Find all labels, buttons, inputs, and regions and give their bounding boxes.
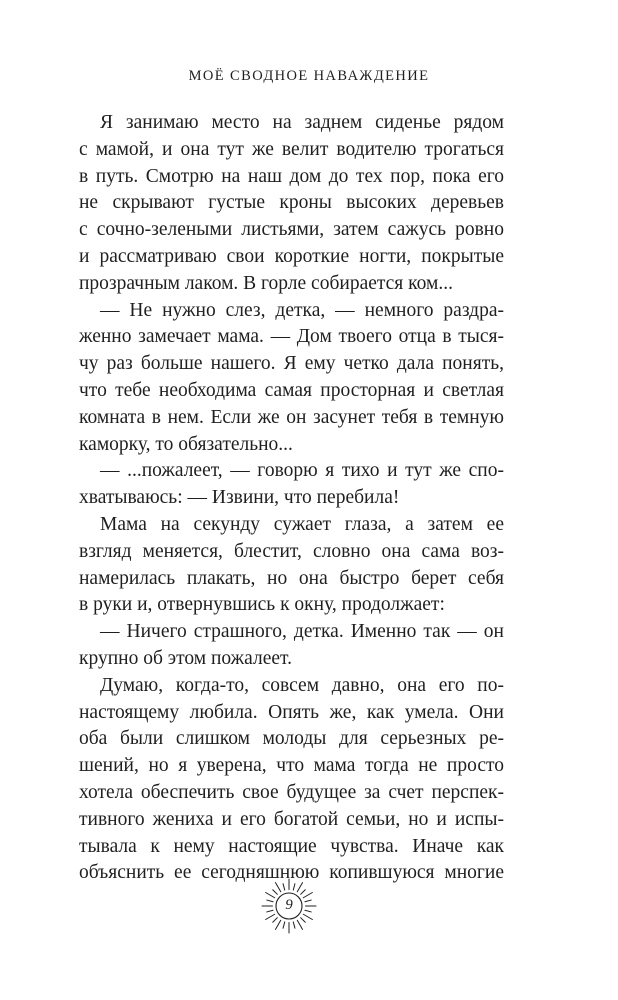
- text-line: оба были слишком молоды для серьезных ре-: [79, 728, 504, 750]
- running-head: МОЁ СВОДНОЕ НАВАЖДЕНИЕ: [188, 68, 430, 84]
- page-folio: [259, 876, 319, 936]
- text-line: в путь. Смотрю на наш дом до тех пор, пока его: [79, 165, 504, 187]
- sun-ray: [293, 922, 295, 928]
- text-line: тивного жениха и его богатой семьи, но и испы-: [79, 808, 504, 830]
- page-number: 9: [285, 897, 293, 913]
- text-line: и рассматриваю свои короткие ногти, покрытые: [79, 245, 504, 267]
- sun-ray: [297, 883, 302, 892]
- text-line: намерилась плакать, но она быстро берет себя: [79, 567, 504, 589]
- text-line: — Ничего страшного, детка. Именно так — он: [100, 621, 504, 643]
- sun-ray: [276, 920, 281, 929]
- sun-ray: [266, 914, 275, 919]
- text-line: чу раз больше нашего. Я ему четко дала понять,: [79, 353, 504, 375]
- text-line: взгляд меняется, блестит, словно она сама воз-: [79, 540, 504, 562]
- sun-ray: [301, 890, 306, 895]
- text-line: с сочно-зелеными листьями, затем сажусь ровно: [79, 219, 504, 241]
- text-line: настоящему любила. Опять же, как умела. Они: [79, 701, 504, 723]
- text-line: каморку, то обязательно...: [79, 433, 293, 455]
- sun-ray: [276, 883, 281, 892]
- sun-ray: [283, 922, 285, 928]
- text-line: — ...пожалеет, — говорю я тихо и тут же спо-: [100, 460, 504, 482]
- text-line: с мамой, и она тут же велит водителю трогаться: [79, 138, 504, 160]
- body-text: [79, 110, 504, 887]
- sun-ray: [283, 884, 285, 890]
- text-line: Мама на секунду сужает глаза, а затем ее: [100, 513, 504, 535]
- text-line: в руки и, отвернувшись к окну, продолжает:: [79, 594, 445, 616]
- text-line: Я занимаю место на заднем сиденье рядом: [100, 112, 504, 133]
- text-line: шений, но я уверена, что мама тогда не просто: [79, 755, 504, 777]
- text-line: тывала к нему настоящие чувства. Иначе как: [79, 835, 504, 857]
- text-line: Думаю, когда-то, совсем давно, она его по-: [100, 674, 504, 696]
- text-line: хватываюсь: — Извини, что перебила!: [79, 487, 400, 509]
- sun-ray: [303, 914, 312, 919]
- sun-ray: [293, 884, 295, 890]
- text-line: прозрачным лаком. В горле собирается ком...: [79, 272, 453, 294]
- sun-ray: [301, 918, 306, 923]
- sun-ray: [273, 890, 278, 895]
- sun-ray: [297, 920, 302, 929]
- text-line: — Не нужно слез, детка, — немного раздра-: [100, 299, 504, 321]
- sun-ray: [273, 918, 278, 923]
- text-line: объяснить ее сегодняшнюю копившуюся многие: [79, 862, 504, 884]
- text-line: что тебе необходима самая просторная и светлая: [79, 379, 504, 401]
- text-line: не скрывают густые кроны высоких деревьев: [79, 192, 504, 214]
- text-line: крупно об этом пожалеет.: [79, 647, 292, 669]
- text-line: комната в нем. Если же он засунет тебя в темную: [79, 406, 504, 428]
- text-line: хотела обеспечить свое будущее за счет перспек-: [79, 781, 504, 803]
- text-line: женно замечает мама. — Дом твоего отца в тыся-: [79, 326, 504, 348]
